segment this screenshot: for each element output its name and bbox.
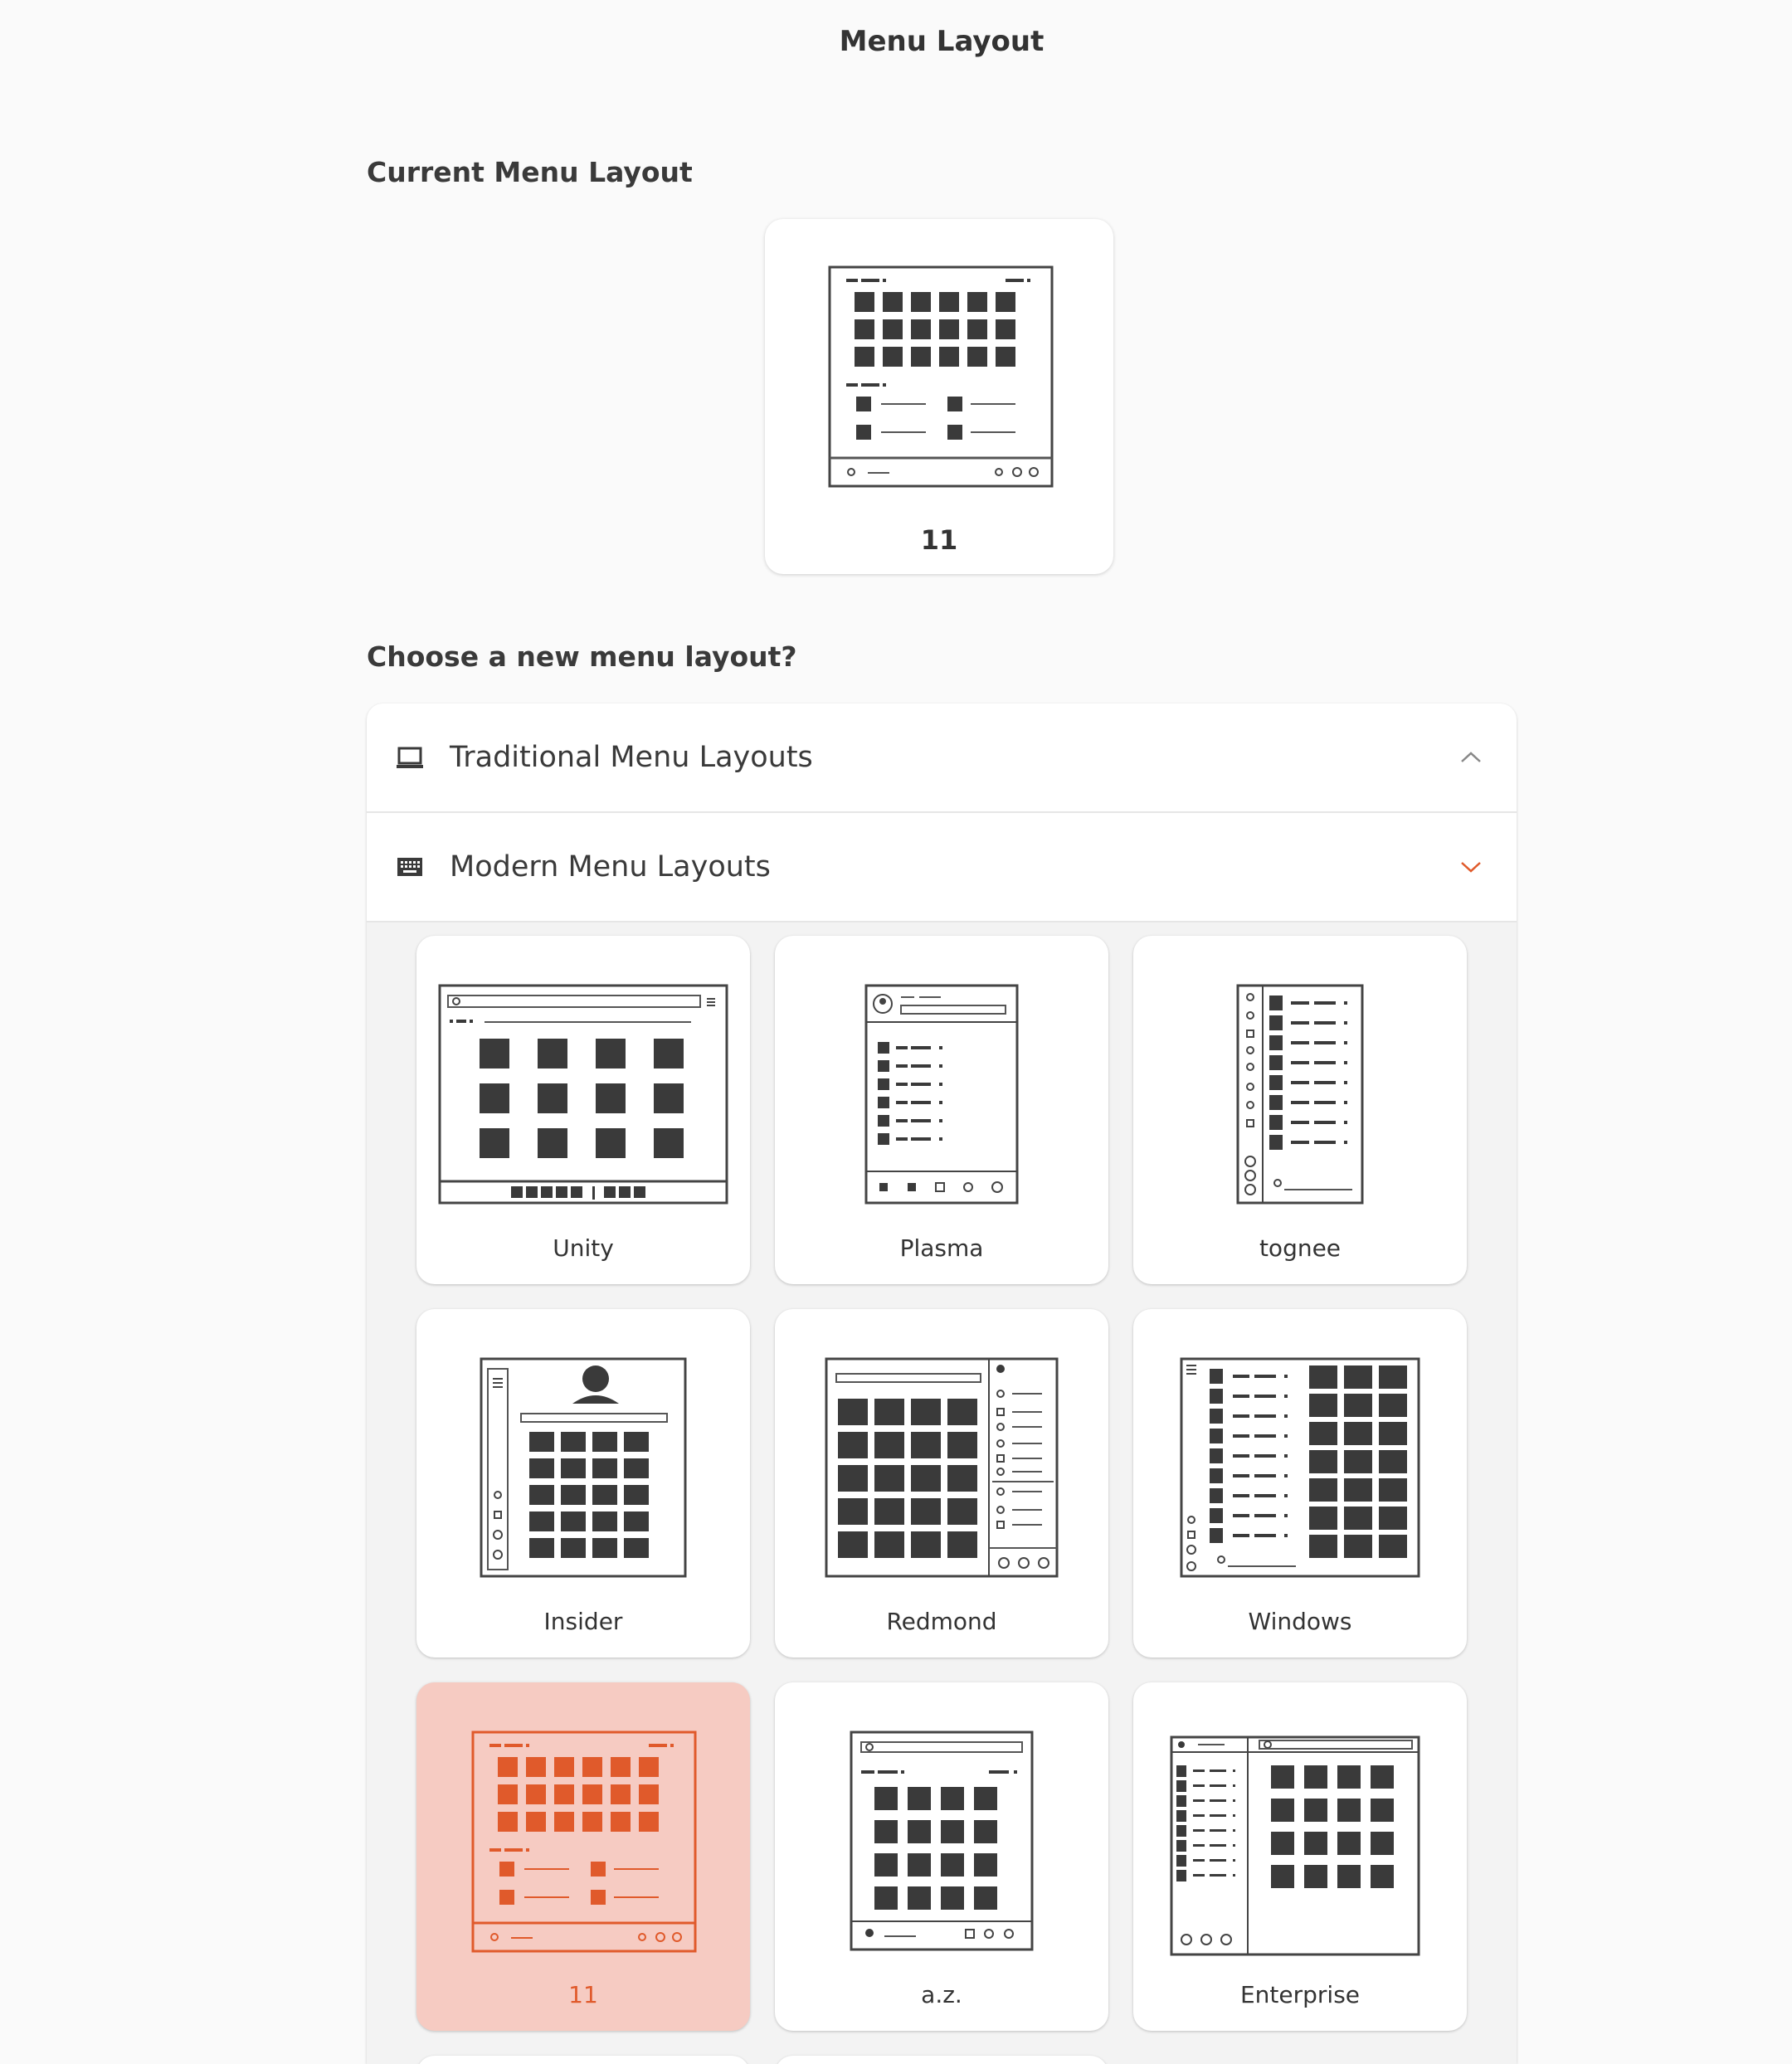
layout-card-windows[interactable] bbox=[1133, 1309, 1467, 1658]
layout-redmond-preview-icon bbox=[825, 1357, 1059, 1578]
laptop-icon bbox=[395, 742, 425, 772]
modern-layouts-label: Modern Menu Layouts bbox=[450, 850, 771, 884]
layout-name: a.z. bbox=[921, 1981, 962, 2008]
layout-name: Windows bbox=[1248, 1608, 1352, 1635]
chevron-down-icon bbox=[1458, 859, 1483, 875]
layout-11-selected-preview-icon bbox=[471, 1731, 697, 1953]
choose-layout-heading: Choose a new menu layout? bbox=[367, 640, 797, 673]
layout-enterprise-preview-icon bbox=[1170, 1735, 1420, 1956]
layout-card-enterprise[interactable] bbox=[1133, 1682, 1467, 2031]
traditional-layouts-expander[interactable] bbox=[367, 703, 1517, 813]
keyboard-icon bbox=[395, 852, 425, 882]
current-layout-name: 11 bbox=[920, 524, 958, 556]
modern-layouts-expander[interactable] bbox=[367, 813, 1517, 922]
traditional-layouts-label: Traditional Menu Layouts bbox=[450, 741, 813, 774]
layout-name: 11 bbox=[568, 1981, 598, 2008]
layout-plasma-preview-icon bbox=[864, 984, 1019, 1205]
layout-name: Enterprise bbox=[1239, 1981, 1361, 2008]
layout-name: Unity bbox=[553, 1234, 614, 1262]
layout-tognee-preview-icon bbox=[1236, 984, 1364, 1205]
layout-name: Redmond bbox=[886, 1608, 997, 1635]
current-layout-heading: Current Menu Layout bbox=[367, 156, 693, 188]
layout-card-unity[interactable] bbox=[416, 936, 750, 1284]
layout-name: Plasma bbox=[899, 1234, 984, 1262]
layout-chooser-panel bbox=[367, 703, 1517, 2064]
layout-card-tognee[interactable] bbox=[1133, 936, 1467, 1284]
layout-name: tognee bbox=[1259, 1234, 1342, 1262]
layout-insider-preview-icon bbox=[480, 1357, 687, 1578]
layout-card-11[interactable] bbox=[416, 1682, 750, 2031]
current-layout-card bbox=[765, 219, 1113, 574]
layout-windows-preview-icon bbox=[1180, 1357, 1420, 1578]
layout-az-preview-icon bbox=[850, 1731, 1034, 1951]
layout-card-insider[interactable] bbox=[416, 1309, 750, 1658]
layout-card-redmond[interactable] bbox=[775, 1309, 1108, 1658]
layout-11-preview-icon bbox=[828, 265, 1054, 488]
layout-card-plasma[interactable] bbox=[775, 936, 1108, 1284]
page-title: Menu Layout bbox=[839, 25, 1045, 58]
layout-card-az[interactable] bbox=[775, 1682, 1108, 2031]
chevron-up-icon bbox=[1458, 749, 1483, 766]
layout-unity-preview-icon bbox=[438, 984, 728, 1205]
layout-card-next-row[interactable] bbox=[416, 2056, 750, 2064]
layout-card-next-row[interactable] bbox=[775, 2056, 1108, 2064]
layout-name: Insider bbox=[543, 1608, 623, 1635]
